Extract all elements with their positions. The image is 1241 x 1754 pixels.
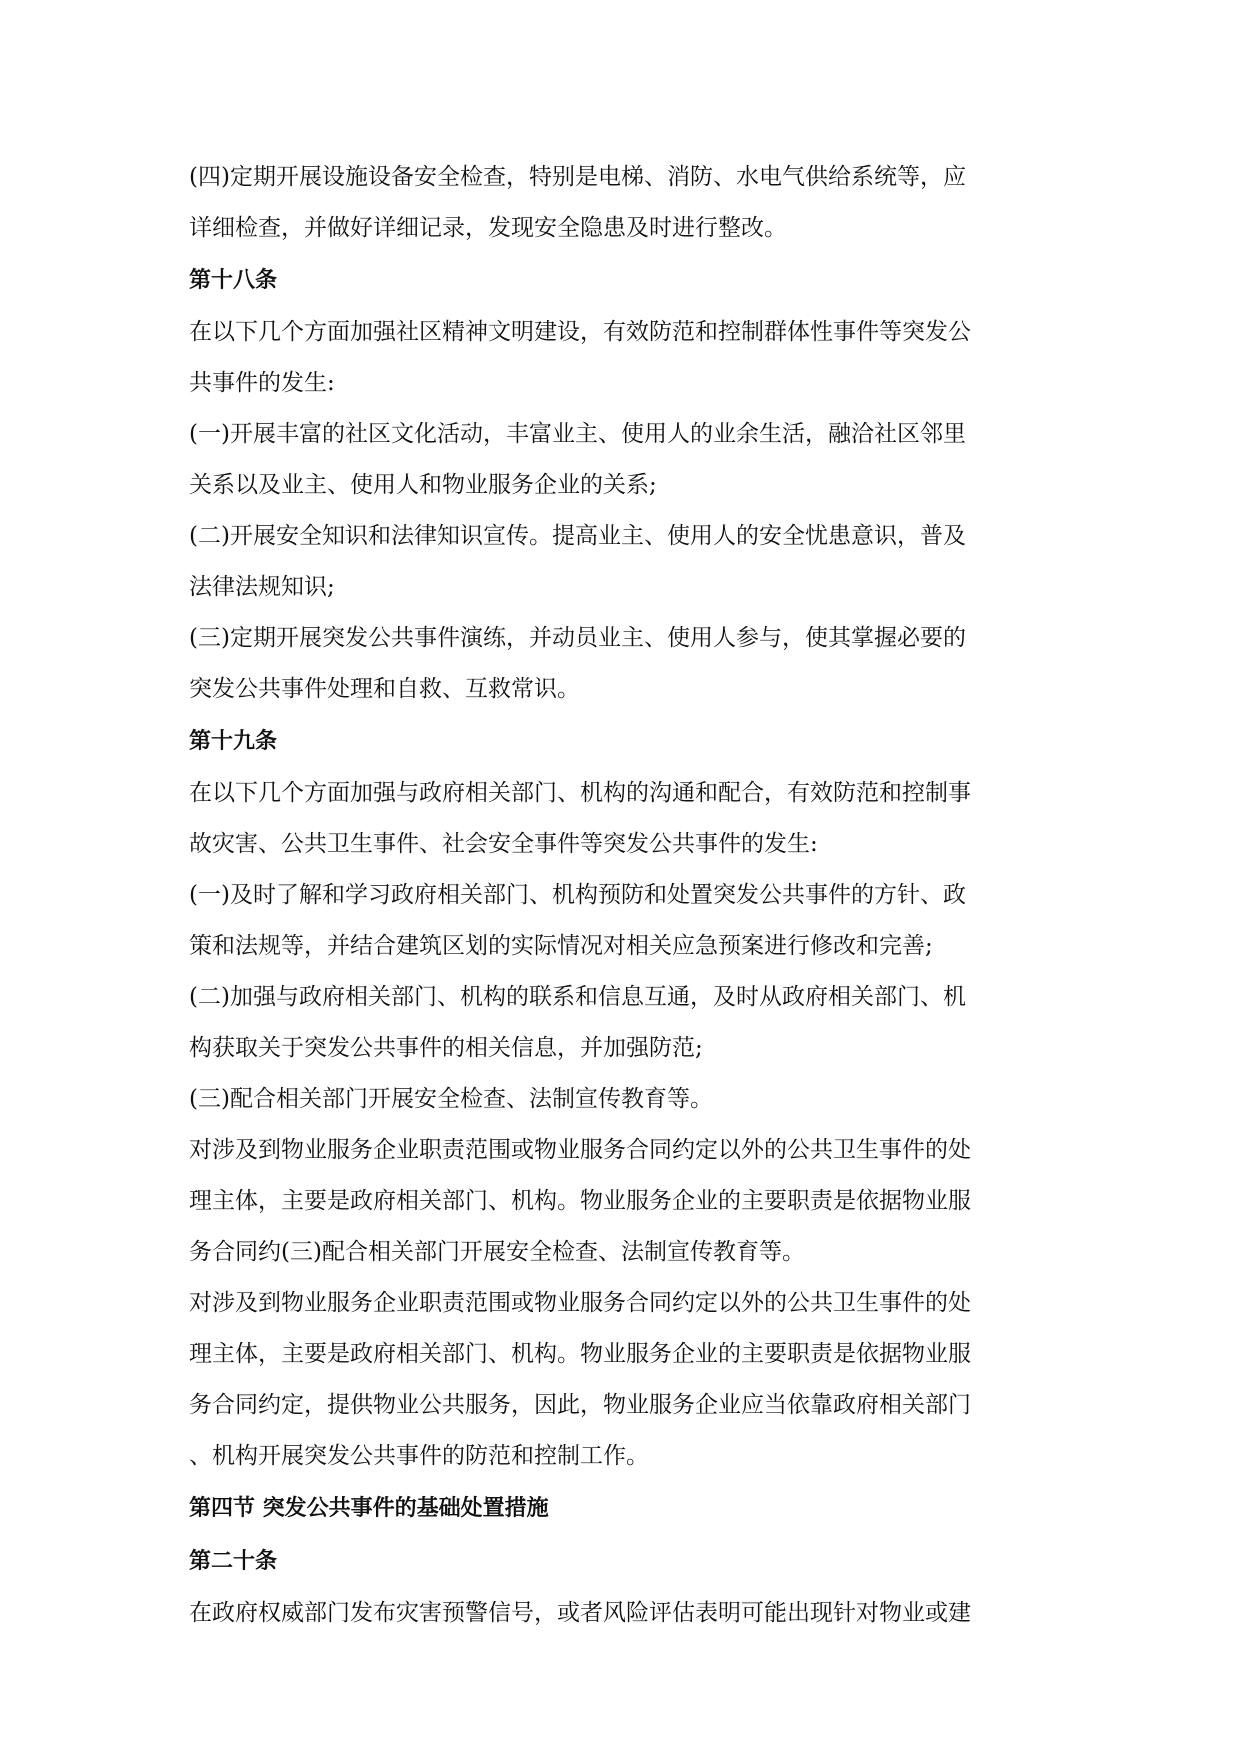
body-text-line: 突发公共事件处理和自救、互救常识。 xyxy=(189,676,580,702)
body-text-line: (一)开展丰富的社区文化活动，丰富业主、使用人的业余生活，融洽社区邻里 xyxy=(189,421,966,447)
body-text-line: 关系以及业主、使用人和物业服务企业的关系; xyxy=(189,472,657,498)
body-text-line: 法律法规知识; xyxy=(189,574,335,600)
body-text-line: 务合同约(三)配合相关部门开展安全检查、法制宣传教育等。 xyxy=(189,1239,805,1265)
body-text-line: 、机构开展突发公共事件的防范和控制工作。 xyxy=(189,1443,649,1469)
body-text-line: (一)及时了解和学习政府相关部门、机构预防和处置突发公共事件的方针、政 xyxy=(189,882,966,908)
body-text-line: 在以下几个方面加强社区精神文明建设，有效防范和控制群体性事件等突发公 xyxy=(189,319,971,345)
body-text-line: (四)定期开展设施设备安全检查，特别是电梯、消防、水电气供给系统等，应 xyxy=(189,164,966,190)
body-text-line: (三)定期开展突发公共事件演练，并动员业主、使用人参与，使其掌握必要的 xyxy=(189,625,966,651)
section-heading: 第四节 突发公共事件的基础处置措施 xyxy=(189,1496,549,1521)
body-text-line: 务合同约定，提供物业公共服务，因此，物业服务企业应当依靠政府相关部门 xyxy=(189,1392,971,1418)
body-text-line: 详细检查，并做好详细记录，发现安全隐患及时进行整改。 xyxy=(189,215,787,241)
body-text-line: (三)配合相关部门开展安全检查、法制宣传教育等。 xyxy=(189,1086,713,1112)
article-heading: 第十九条 xyxy=(189,729,278,754)
body-text-line: 对涉及到物业服务企业职责范围或物业服务合同约定以外的公共卫生事件的处 xyxy=(189,1290,971,1316)
body-text-line: 对涉及到物业服务企业职责范围或物业服务合同约定以外的公共卫生事件的处 xyxy=(189,1137,971,1163)
body-text-line: 理主体，主要是政府相关部门、机构。物业服务企业的主要职责是依据物业服 xyxy=(189,1188,971,1214)
body-text-line: 构获取关于突发公共事件的相关信息，并加强防范; xyxy=(189,1035,703,1061)
body-text-line: 故灾害、公共卫生事件、社会安全事件等突发公共事件的发生: xyxy=(189,831,818,857)
body-text-line: 理主体，主要是政府相关部门、机构。物业服务企业的主要职责是依据物业服 xyxy=(189,1341,971,1367)
body-text-line: 在政府权威部门发布灾害预警信号，或者风险评估表明可能出现针对物业或建 xyxy=(189,1600,971,1626)
document-body xyxy=(189,152,1049,1639)
body-text-line: 在以下几个方面加强与政府相关部门、机构的沟通和配合，有效防范和控制事 xyxy=(189,780,971,806)
body-text-line: (二)加强与政府相关部门、机构的联系和信息互通，及时从政府相关部门、机 xyxy=(189,984,966,1010)
body-text-line: 共事件的发生: xyxy=(189,370,335,396)
body-text-line: (二)开展安全知识和法律知识宣传。提高业主、使用人的安全忧患意识，普及 xyxy=(189,523,966,549)
body-text-line: 策和法规等，并结合建筑区划的实际情况对相关应急预案进行修改和完善; xyxy=(189,933,933,959)
article-heading: 第十八条 xyxy=(189,268,278,293)
article-heading: 第二十条 xyxy=(189,1549,278,1574)
